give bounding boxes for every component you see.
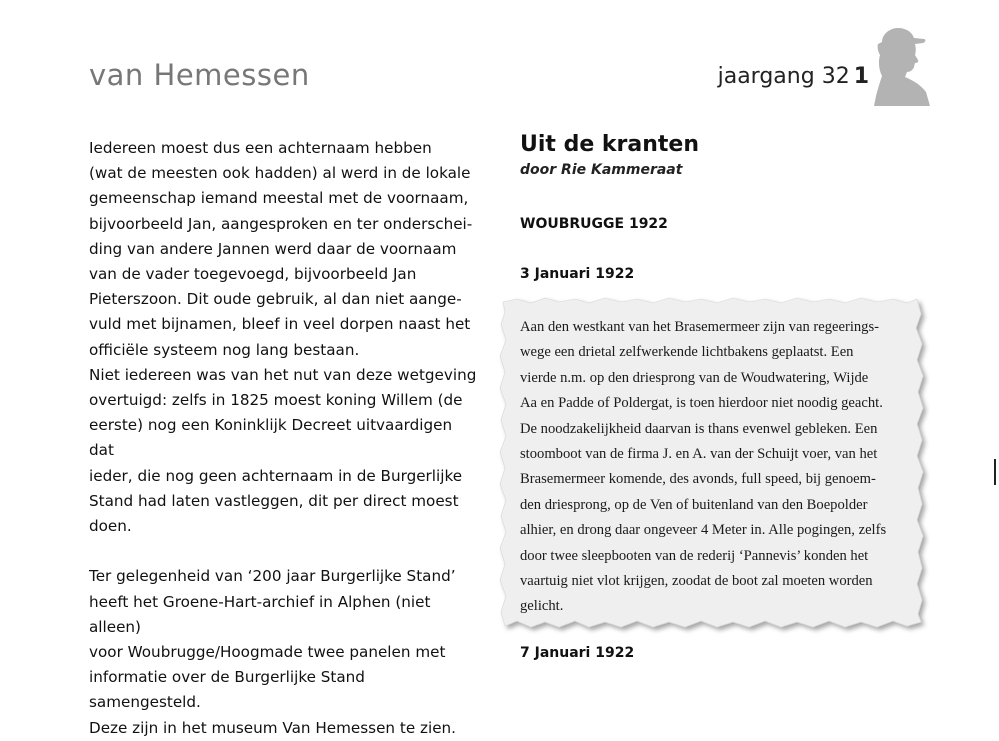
clipping-line: alhier, en drong daar ongeveer 4 Meter in. Alle pogingen, zelfs [520, 522, 887, 539]
paragraph-line: Niet iedereen was van het nut van deze wetgeving [89, 365, 477, 384]
paragraph-line: ieder, die nog geen achternaam in de Burgerlijke [89, 466, 463, 485]
clipping-line: De noodzakelijkheid daarvan is thans evenwel gebleken. Een [520, 420, 878, 437]
clipping-line: door twee sleepbooten van de rederij ‘Pannevis’ konden het [520, 547, 869, 564]
paragraph-line: gemeenschap iemand meestal met de voornaam, [89, 189, 469, 208]
clipping-line: stoomboot van de firma J. en A. van der Schuijt voer, van het [520, 446, 878, 463]
clipping-line: gelicht. [520, 598, 564, 615]
text-cursor [994, 459, 996, 485]
paragraph-line: doen. [89, 517, 132, 536]
clipping-text [520, 315, 912, 620]
paragraph-line: eerste) nog een Koninklijk Decreet uitvaardigen dat [89, 416, 453, 460]
issue-label [718, 64, 869, 89]
paragraph-line: overtuigd: zelfs in 1825 moest koning Willem (de [89, 391, 463, 410]
clipping-line: vierde n.m. op den driesprong van de Woudwatering, Wijde [520, 369, 869, 386]
paragraph-line: informatie over de Burgerlijke Stand samengesteld. [89, 668, 365, 712]
clipping-line: wege een drietal zelfwerkende lichtbakens geplaatst. Een [520, 344, 854, 361]
clipping-line: Brasemermeer komende, des avonds, full speed, bij genoem- [520, 471, 876, 488]
man-with-hat-silhouette-icon [868, 22, 932, 106]
article-byline: door Rie Kammeraat [520, 162, 683, 178]
clipping-line: Aan den westkant van het Brasemermeer zijn van regeerings- [520, 319, 880, 335]
paragraph-line: voor Woubrugge/Hoogmade twee panelen met [89, 643, 446, 662]
left-column-text [89, 136, 481, 741]
paragraph-line: vuld met bijnamen, bleef in veel dorpen naast het [89, 315, 471, 334]
article-place-heading: WOUBRUGGE 1922 [520, 216, 668, 232]
paragraph-line: Pieterszoon. Dit oude gebruik, al dan niet aange- [89, 290, 462, 309]
article-date-heading: 3 Januari 1922 [520, 266, 635, 282]
paragraph-line: officiële systeem nog lang bestaan. [89, 340, 360, 359]
article-date-heading-2: 7 Januari 1922 [520, 645, 635, 661]
paragraph-line: heeft het Groene-Hart-archief in Alphen (niet alleen) [89, 592, 431, 636]
volume-label: jaargang 32 [717, 64, 850, 89]
paragraph-line: Ter gelegenheid van ‘200 jaar Burgerlijke Stand’ [89, 567, 456, 586]
publication-title: van Hemessen [89, 58, 310, 92]
paragraph-line: van de vader toegevoegd, bijvoorbeeld Jan [89, 265, 417, 284]
article-title: Uit de kranten [520, 132, 699, 157]
paragraph-line: bijvoorbeeld Jan, aangesproken en ter onderschei- [89, 214, 473, 233]
newspaper-clipping [497, 296, 937, 636]
paragraph-gap [89, 539, 481, 564]
clipping-line: Aa en Padde of Poldergat, is toen hierdoor niet noodig geacht. [520, 395, 883, 412]
paragraph-line: ding van andere Jannen werd daar de voornaam [89, 239, 457, 258]
paragraph-line: Iedereen moest dus een achternaam hebben [89, 139, 432, 157]
paragraph-line: (wat de meesten ook hadden) al werd in de lokale [89, 164, 471, 183]
clipping-line: den driesprong, op de Ven of buitenland van den Boepolder [520, 496, 868, 513]
clipping-line: vaartuig niet vlot krijgen, zoodat de boot zal moeten worden [520, 573, 873, 590]
paragraph-line: Deze zijn in het museum Van Hemessen te zien. [89, 718, 457, 737]
paragraph-line: Stand had laten vastleggen, dit per direct moest [89, 491, 459, 510]
right-column [520, 130, 940, 282]
page-number: 1 [853, 64, 869, 89]
